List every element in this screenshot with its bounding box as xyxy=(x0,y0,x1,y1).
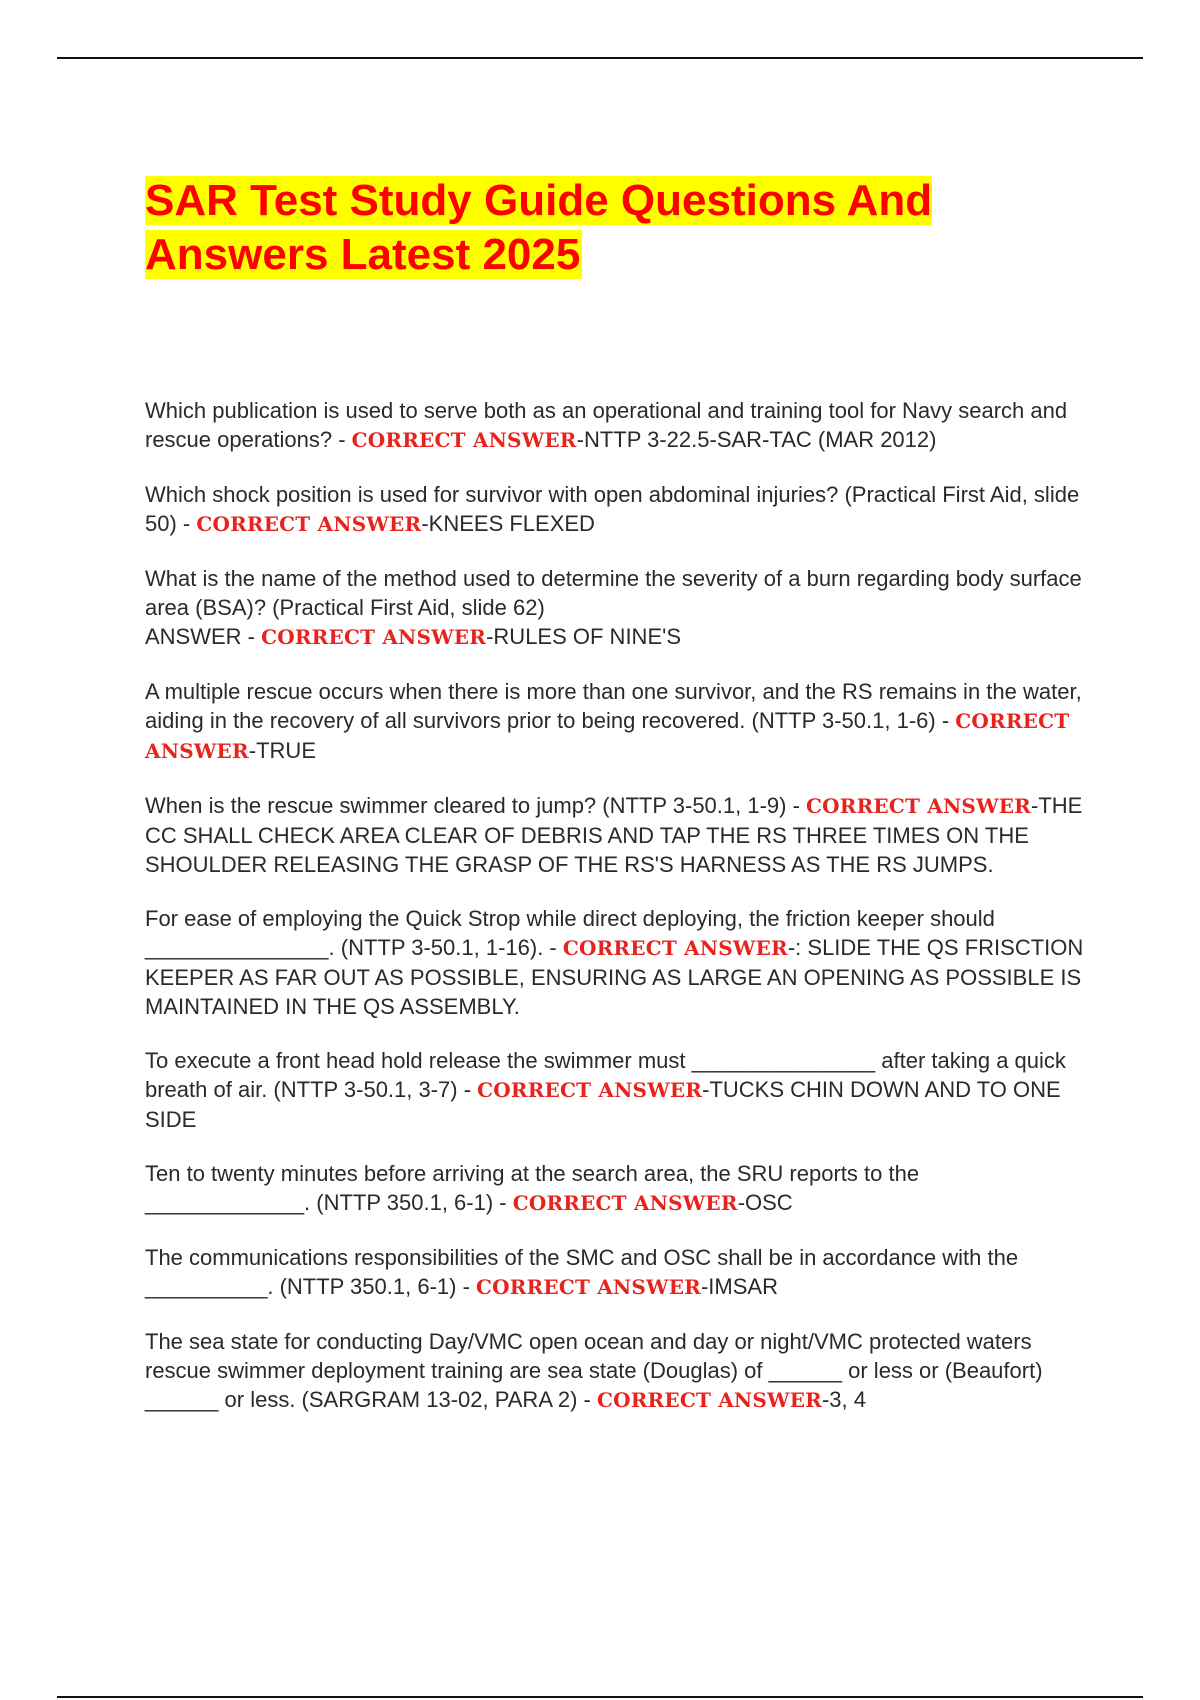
qa-item xyxy=(145,396,1090,455)
question-text: Which publication is used to serve both as an operational and training tool for Navy search and rescue operations? - xyxy=(145,398,1068,452)
qa-item xyxy=(145,1159,1090,1218)
correct-answer-label: CORRECT ANSWER xyxy=(476,1275,701,1299)
correct-answer-label: CORRECT ANSWER xyxy=(196,512,422,536)
question-text: When is the rescue swimmer cleared to jump? (NTTP 3-50.1, 1-9) - xyxy=(145,793,807,818)
qa-item xyxy=(145,564,1090,652)
question-text: The sea state for conducting Day/VMC open ocean and day or night/VMC protected waters rescue swimmer deployment training are sea state (Douglas) of ______ or less or (Beaufort) ______ or less. (SARGRAM 13-02, PARA 2) - xyxy=(145,1329,1043,1412)
answer-text: -3, 4 xyxy=(821,1387,866,1412)
qa-item xyxy=(145,1327,1090,1415)
answer-text: -TUCKS CHIN DOWN AND TO ONE SIDE xyxy=(145,1077,1061,1132)
qa-item xyxy=(145,904,1090,1021)
qa-item xyxy=(145,1046,1090,1134)
correct-answer-label: CORRECT ANSWER xyxy=(145,709,1070,763)
qa-item xyxy=(145,1243,1090,1302)
correct-answer-label: CORRECT ANSWER xyxy=(806,794,1032,818)
question-text: Which shock position is used for survivor with open abdominal injuries? (Practical First Aid, slide 50) - xyxy=(145,482,1080,536)
question-text-line2: ANSWER - xyxy=(145,624,262,649)
page-title xyxy=(145,174,1045,282)
qa-list xyxy=(145,396,1090,1415)
correct-answer-label: CORRECT ANSWER xyxy=(512,1191,738,1215)
qa-item xyxy=(145,677,1090,766)
answer-text: -KNEES FLEXED xyxy=(421,511,595,536)
qa-item xyxy=(145,480,1090,539)
answer-text: -NTTP 3-22.5-SAR-TAC (MAR 2012) xyxy=(576,427,937,452)
answer-text: -IMSAR xyxy=(700,1274,778,1299)
question-text: What is the name of the method used to determine the severity of a burn regarding body surface area (BSA)? (Practical First Aid, slide 62) xyxy=(145,566,1082,620)
page-title-text: SAR Test Study Guide Questions And Answers Latest 2025 xyxy=(145,176,933,279)
correct-answer-label: CORRECT ANSWER xyxy=(477,1078,703,1102)
answer-text: -: SLIDE THE QS FRISCTION KEEPER AS FAR OUT AS POSSIBLE, ENSURING AS LARGE AN OPENING AS POSSIBLE IS MAINTAINED IN THE QS ASSEMBLY. xyxy=(145,935,1084,1019)
question-text: A multiple rescue occurs when there is more than one survivor, and the RS remains in the water, aiding in the recovery of all survivors prior to being recovered. (NTTP 3-50.1, 1-6) - xyxy=(145,679,1082,733)
correct-answer-label: CORRECT ANSWER xyxy=(562,936,788,960)
correct-answer-label: CORRECT ANSWER xyxy=(351,428,577,452)
question-text: The communications responsibilities of the SMC and OSC shall be in accordance with the __________. (NTTP 350.1, 6-1) - xyxy=(145,1245,1019,1299)
question-text: To execute a front head hold release the swimmer must _______________ after taking a quick breath of air. (NTTP 3-50.1, 3-7) - xyxy=(145,1048,1066,1102)
answer-text: -OSC xyxy=(737,1190,793,1215)
answer-text: -TRUE xyxy=(248,738,316,763)
bottom-rule xyxy=(57,1696,1143,1698)
question-text: Ten to twenty minutes before arriving at the search area, the SRU reports to the _____________. (NTTP 350.1, 6-1) - xyxy=(145,1161,920,1215)
qa-item xyxy=(145,791,1090,879)
correct-answer-label: CORRECT ANSWER xyxy=(597,1388,822,1412)
question-text: For ease of employing the Quick Strop while direct deploying, the friction keeper should _______________. (NTTP 3-50.1, 1-16). - xyxy=(145,906,995,960)
answer-text: -THE CC SHALL CHECK AREA CLEAR OF DEBRIS AND TAP THE RS THREE TIMES ON THE SHOULDER RELEASING THE GRASP OF THE RS'S HARNESS AS THE RS JUMPS. xyxy=(145,793,1083,877)
answer-text: -RULES OF NINE'S xyxy=(486,624,681,649)
correct-answer-label: CORRECT ANSWER xyxy=(261,625,487,649)
top-rule xyxy=(57,57,1143,59)
